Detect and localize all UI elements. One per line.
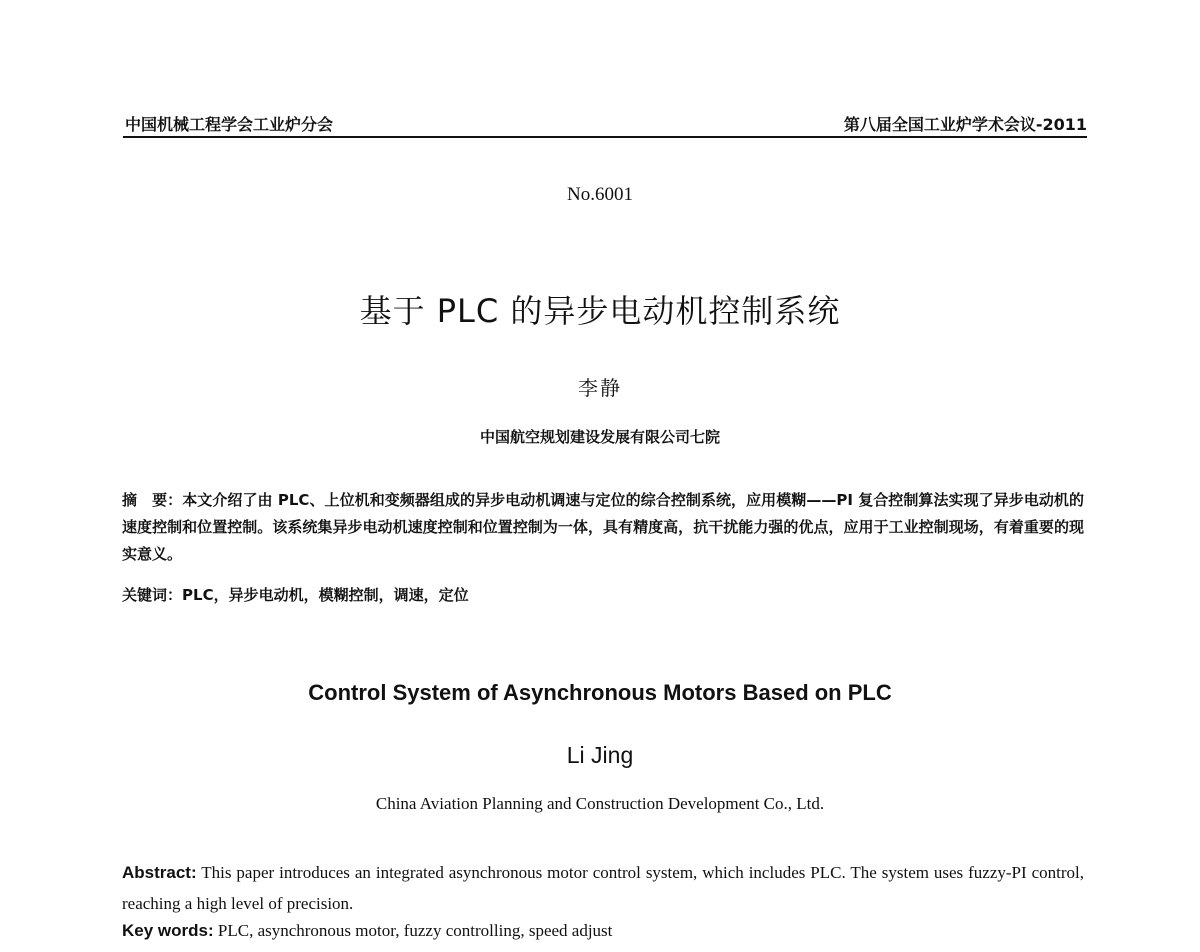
author-english: Li Jing	[566, 742, 634, 768]
keywords-english-label: Key words:	[122, 921, 214, 940]
page-header	[123, 108, 1087, 138]
abstract-english-text: This paper introduces an integrated asynchronous motor control system, which includes PLC. The system uses fuzzy-PI control, reaching a high level of precision.	[122, 863, 1084, 913]
abstract-chinese-label: 摘 要：	[122, 491, 183, 509]
header-society: 中国机械工程学会工业炉分会	[125, 115, 334, 134]
keywords-chinese-label: 关键词：	[122, 586, 183, 604]
abstract-english-label: Abstract:	[122, 863, 197, 882]
affiliation-chinese: 中国航空规划建设发展有限公司七院	[479, 428, 720, 446]
abstract-chinese-text: 本文介绍了由 PLC、上位机和变频器组成的异步电动机调速与定位的综合控制系统，应用模糊——PI 复合控制算法实现了异步电动机的速度控制和位置控制。该系统集异步电动机速度控制和位置控制为一体，具有精度高，抗干扰能力强的优点，应用于工业控制现场，有着重要的现实意义。	[122, 491, 1084, 563]
keywords-chinese	[122, 584, 1084, 605]
title-chinese: 基于 PLC 的异步电动机控制系统	[359, 292, 841, 330]
header-conference: 第八届全国工业炉学术会议-2011	[843, 115, 1087, 134]
keywords-english-text: PLC, asynchronous motor, fuzzy controlling, speed adjust	[213, 921, 613, 940]
abstract-chinese	[122, 487, 1084, 568]
author-chinese: 李静	[578, 376, 622, 400]
title-english: Control System of Asynchronous Motors Based on PLC	[308, 680, 892, 705]
keywords-chinese-text: PLC，异步电动机，模糊控制，调速，定位	[182, 586, 469, 604]
abstract-english	[122, 857, 1084, 919]
affiliation-english: China Aviation Planning and Construction Development Co., Ltd.	[375, 794, 825, 813]
paper-number: No.6001	[567, 184, 633, 205]
keywords-english	[122, 921, 1084, 941]
